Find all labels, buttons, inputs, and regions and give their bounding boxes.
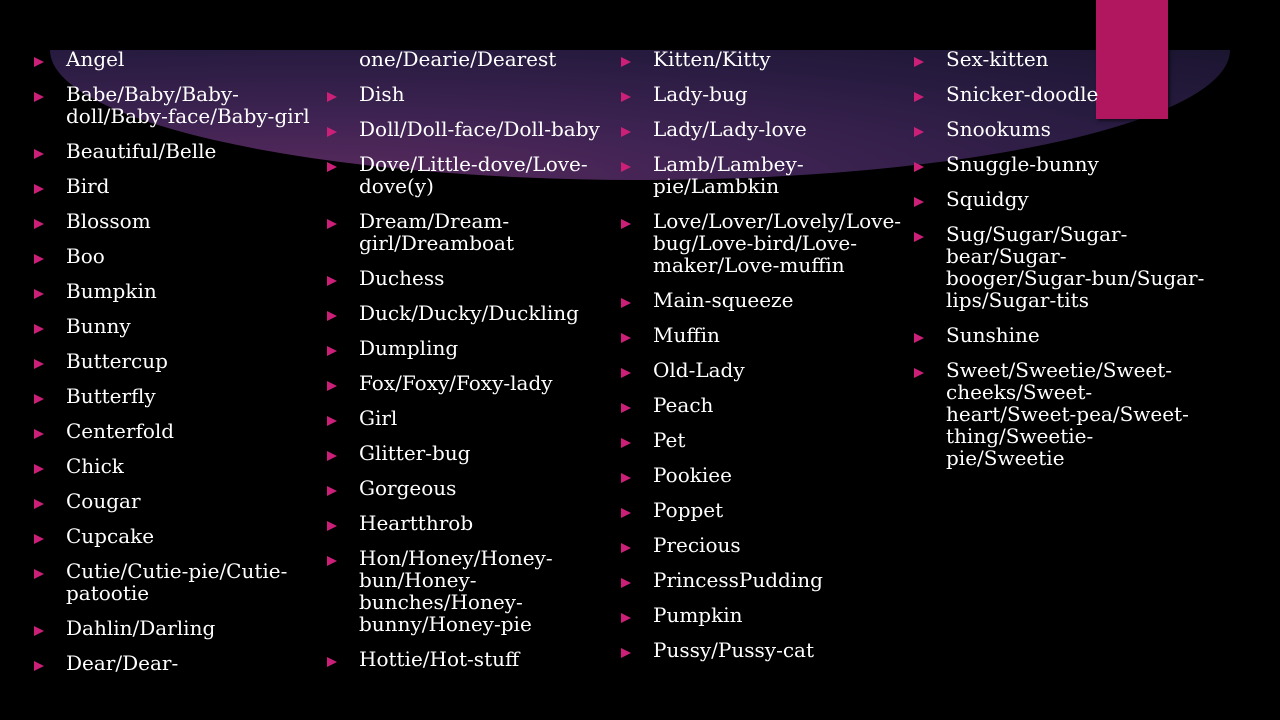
list-item: Girl <box>359 407 621 429</box>
list-item: Peach <box>653 394 915 416</box>
triangle-bullet-icon <box>621 508 631 518</box>
list-item: Sunshine <box>946 324 1208 346</box>
triangle-bullet-icon <box>621 648 631 658</box>
triangle-bullet-icon <box>34 661 44 671</box>
list-item: Snuggle-bunny <box>946 153 1208 175</box>
triangle-bullet-icon <box>914 92 924 102</box>
triangle-bullet-icon <box>327 381 337 391</box>
triangle-bullet-icon <box>34 569 44 579</box>
list-item: Doll/Doll-face/Doll-baby <box>359 118 621 140</box>
list-item: Dish <box>359 83 621 105</box>
list-item: Gorgeous <box>359 477 621 499</box>
list-item: Duchess <box>359 267 621 289</box>
list-item: Bird <box>66 175 336 197</box>
list-item: Buttercup <box>66 350 336 372</box>
triangle-bullet-icon <box>327 276 337 286</box>
triangle-bullet-icon <box>34 254 44 264</box>
list-item: Lamb/Lambey-pie/Lambkin <box>653 153 915 197</box>
triangle-bullet-icon <box>34 184 44 194</box>
triangle-bullet-icon <box>327 486 337 496</box>
triangle-bullet-icon <box>327 162 337 172</box>
list-item: Dear/Dear- <box>66 652 336 674</box>
list-item: Beautiful/Belle <box>66 140 336 162</box>
list-item: Butterfly <box>66 385 336 407</box>
triangle-bullet-icon <box>621 57 631 67</box>
triangle-bullet-icon <box>914 197 924 207</box>
list-item: Fox/Foxy/Foxy-lady <box>359 372 621 394</box>
triangle-bullet-icon <box>34 359 44 369</box>
list-item: Bumpkin <box>66 280 336 302</box>
list-item: Cupcake <box>66 525 336 547</box>
triangle-bullet-icon <box>327 416 337 426</box>
list-item: Lady/Lady-love <box>653 118 915 140</box>
triangle-bullet-icon <box>327 521 337 531</box>
triangle-bullet-icon <box>914 127 924 137</box>
triangle-bullet-icon <box>34 464 44 474</box>
triangle-bullet-icon <box>327 219 337 229</box>
list-column-3 <box>653 48 915 674</box>
triangle-bullet-icon <box>914 162 924 172</box>
list-item: Chick <box>66 455 336 477</box>
triangle-bullet-icon <box>621 127 631 137</box>
list-item: Kitten/Kitty <box>653 48 915 70</box>
list-item: Blossom <box>66 210 336 232</box>
triangle-bullet-icon <box>621 298 631 308</box>
triangle-bullet-icon <box>34 57 44 67</box>
list-item: Duck/Ducky/Duckling <box>359 302 621 324</box>
list-item: Lady-bug <box>653 83 915 105</box>
list-item: Love/Lover/Lovely/Love-bug/Love-bird/Love-maker/Love-muffin <box>653 210 915 276</box>
list-item: Sug/Sugar/Sugar-bear/Sugar-booger/Sugar-bun/Sugar-lips/Sugar-tits <box>946 223 1208 311</box>
triangle-bullet-icon <box>34 149 44 159</box>
list-item: Babe/Baby/Baby-doll/Baby-face/Baby-girl <box>66 83 336 127</box>
list-item: Dove/Little-dove/Love-dove(y) <box>359 153 621 197</box>
triangle-bullet-icon <box>621 578 631 588</box>
triangle-bullet-icon <box>34 394 44 404</box>
triangle-bullet-icon <box>34 534 44 544</box>
triangle-bullet-icon <box>621 543 631 553</box>
list-item: Pet <box>653 429 915 451</box>
list-item: Snookums <box>946 118 1208 140</box>
triangle-bullet-icon <box>327 92 337 102</box>
list-item: Dream/Dream-girl/Dreamboat <box>359 210 621 254</box>
list-item: Pookiee <box>653 464 915 486</box>
triangle-bullet-icon <box>34 429 44 439</box>
triangle-bullet-icon <box>621 219 631 229</box>
triangle-bullet-icon <box>34 324 44 334</box>
list-item: Pumpkin <box>653 604 915 626</box>
triangle-bullet-icon <box>914 232 924 242</box>
list-item: Old-Lady <box>653 359 915 381</box>
triangle-bullet-icon <box>621 368 631 378</box>
list-item: Main-squeeze <box>653 289 915 311</box>
triangle-bullet-icon <box>621 438 631 448</box>
list-column-4 <box>946 48 1208 482</box>
list-item: PrincessPudding <box>653 569 915 591</box>
triangle-bullet-icon <box>914 57 924 67</box>
list-column-1 <box>66 48 336 687</box>
triangle-bullet-icon <box>621 403 631 413</box>
triangle-bullet-icon <box>621 333 631 343</box>
list-item: Dahlin/Darling <box>66 617 336 639</box>
triangle-bullet-icon <box>621 92 631 102</box>
list-item: Hottie/Hot-stuff <box>359 648 621 670</box>
list-item: Muffin <box>653 324 915 346</box>
list-item: Precious <box>653 534 915 556</box>
list-item: Bunny <box>66 315 336 337</box>
list-item: Angel <box>66 48 336 70</box>
list-item: Snicker-doodle <box>946 83 1208 105</box>
triangle-bullet-icon <box>34 219 44 229</box>
list-item: Dumpling <box>359 337 621 359</box>
triangle-bullet-icon <box>327 311 337 321</box>
triangle-bullet-icon <box>34 499 44 509</box>
list-item: Centerfold <box>66 420 336 442</box>
triangle-bullet-icon <box>621 162 631 172</box>
triangle-bullet-icon <box>34 289 44 299</box>
triangle-bullet-icon <box>327 346 337 356</box>
list-item-continuation: one/Dearie/Dearest <box>359 47 557 71</box>
list-item: Pussy/Pussy-cat <box>653 639 915 661</box>
list-item: Cutie/Cutie-pie/Cutie-patootie <box>66 560 336 604</box>
triangle-bullet-icon <box>914 368 924 378</box>
triangle-bullet-icon <box>34 92 44 102</box>
triangle-bullet-icon <box>327 127 337 137</box>
list-item: Squidgy <box>946 188 1208 210</box>
list-item: Boo <box>66 245 336 267</box>
triangle-bullet-icon <box>34 626 44 636</box>
list-item: Sweet/Sweetie/Sweet-cheeks/Sweet-heart/Sweet-pea/Sweet-thing/Sweetie-pie/Sweetie <box>946 359 1208 469</box>
list-item: Heartthrob <box>359 512 621 534</box>
triangle-bullet-icon <box>327 657 337 667</box>
triangle-bullet-icon <box>327 451 337 461</box>
list-column-2 <box>359 48 621 683</box>
triangle-bullet-icon <box>621 613 631 623</box>
list-item: Hon/Honey/Honey-bun/Honey-bunches/Honey-bunny/Honey-pie <box>359 547 621 635</box>
triangle-bullet-icon <box>914 333 924 343</box>
triangle-bullet-icon <box>327 556 337 566</box>
triangle-bullet-icon <box>621 473 631 483</box>
list-item: Cougar <box>66 490 336 512</box>
list-item: Glitter-bug <box>359 442 621 464</box>
list-item: Sex-kitten <box>946 48 1208 70</box>
list-item: Poppet <box>653 499 915 521</box>
